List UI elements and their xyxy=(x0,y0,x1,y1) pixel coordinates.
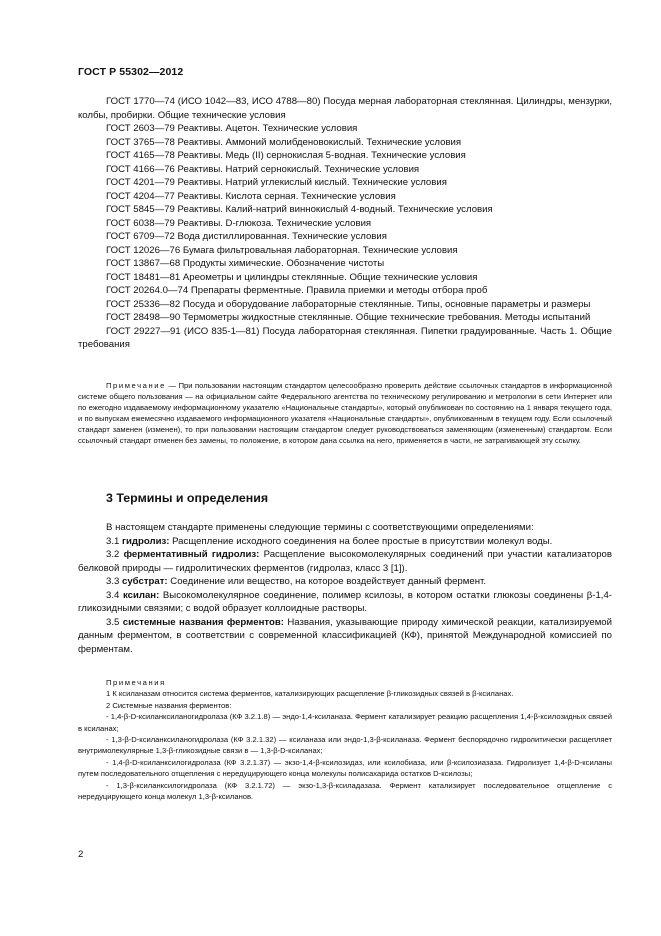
term-entry: 3.3 субстрат: Соединение или вещество, на которое воздействует данный фермент. xyxy=(106,576,486,587)
reference-item: ГОСТ 28498—90 Термометры жидкостные стеклянные. Общие технические требования. Методы испытаний xyxy=(106,312,591,323)
term-entry: 3.4 ксилан: Высокомолекулярное соединение, полимер ксилозы, в котором остатки глюкозы соединены β-1,4-гликозидными связями; с водой образует коллоидные растворы. xyxy=(78,589,612,614)
reference-item: ГОСТ 1770—74 (ИСО 1042—83, ИСО 4788—80) Посуда мерная лабораторная стеклянная. Цилиндры, мензурки, колбы, пробирки. Общие технические условия xyxy=(78,96,612,121)
term-definition: Высокомолекулярное соединение, полимер ксилозы, в котором остатки глюкозы соединены β-1,4-гликозидными связями; с водой образует коллоидные растворы. xyxy=(78,589,612,614)
reference-item: ГОСТ 4204—77 Реактивы. Кислота серная. Технические условия xyxy=(106,190,396,202)
notes-label: Примечания xyxy=(106,678,166,687)
term-entry: 3.1 гидролиз: Расщепление исходного соединения на более простые в присутствии молекул воды. xyxy=(106,535,553,547)
term-name: субстрат: xyxy=(122,576,168,587)
reference-item: ГОСТ 18481—81 Ареометры и цилиндры стеклянные. Общие технические условия xyxy=(106,271,478,283)
reference-item: ГОСТ 5845—79 Реактивы. Калий-натрий виннокислый 4-водный. Технические условия xyxy=(106,204,493,215)
reference-item: ГОСТ 20264.0—74 Препараты ферментные. Правила приемки и методы отбора проб xyxy=(106,285,488,296)
terms-notes xyxy=(78,677,612,802)
section-title: 3 Термины и определения xyxy=(106,491,269,505)
term-name: ксилан: xyxy=(122,589,160,601)
note-item: - 1,3-β-D-ксиланксиланогидролаза (КФ 3.2.1.32) — ксиланаза или эндо-1,3-β-ксиланаза. Фермент беспорядочно гидролитически расщепляет внутримолекулярные 1,3-β-гликозидные связи в — 1,3-β-D-ксиланах; xyxy=(78,735,612,756)
note-item: 2 Системные названия ферментов: xyxy=(106,700,232,710)
reference-item: ГОСТ 12026—76 Бумага фильтровальная лабораторная. Технические условия xyxy=(106,244,458,256)
reference-item: ГОСТ 6038—79 Реактивы. D-глюкоза. Технические условия xyxy=(106,217,372,229)
note-item: - 1,3-β-ксиланксилогидролаза (КФ 3.2.1.72) — экзо-1,3-β-ксиладазаза. Фермент катализирует последовательное отщепление с нередуцирующего конца молекул 1,3-β-ксиланов. xyxy=(78,780,612,802)
terms-list xyxy=(78,521,612,656)
reference-item: ГОСТ 13867—68 Продукты химические. Обозначение чистоты xyxy=(106,258,385,269)
reference-list xyxy=(78,95,612,352)
page-number: 2 xyxy=(78,849,84,860)
reference-item: ГОСТ 29227—91 (ИСО 835-1—81) Посуда лабораторная стеклянная. Пипетки градуированные. Часть 1. Общие требования xyxy=(78,325,612,350)
term-definition: Расщепление исходного соединения на более простые в присутствии молекул воды. xyxy=(169,535,553,547)
note-label: Примечание xyxy=(106,381,166,390)
note-item: - 1,4-β-D-ксиланксилогидролаза (КФ 3.2.1.37) — экзо-1,4-β-ксилозидаз, или ксилобиаза, или β-ксилозиазаза. Гидролизует 1,4-β-D-ксиланы путем последовательного отщепления с нередуцирующего конца молекулы полисахарида остатков D-ксилозы; xyxy=(78,757,612,779)
term-definition: Названия, указывающие природу химической реакции, катализируемой данным ферментом, в соответствии с современной классификацией (КФ), принятой Международной комиссией по ферментам. xyxy=(78,616,612,655)
terms-intro: В настоящем стандарте применены следующие термины с соответствующими определениями: xyxy=(106,522,534,533)
term-entry: 3.2 ферментативный гидролиз: Расщепление высокомолекулярных соединений при участии катализаторов белковой природы — гидролитических ферментов (гидролаз, класс 3 [1]). xyxy=(78,549,612,574)
term-name: ферментативный гидролиз: xyxy=(123,549,260,560)
term-name: гидролиз: xyxy=(122,535,170,547)
reference-item: ГОСТ 25336—82 Посуда и оборудование лабораторные стеклянные. Типы, основные параметры и размеры xyxy=(106,298,591,310)
reference-item: ГОСТ 6709—72 Вода дистиллированная. Технические условия xyxy=(106,231,387,242)
reference-item: ГОСТ 4165—78 Реактивы. Медь (II) сернокислая 5-водная. Технические условия xyxy=(106,150,466,161)
reference-item: ГОСТ 4201—79 Реактивы. Натрий углекислый кислый. Технические условия xyxy=(106,177,447,188)
term-name: системные названия ферментов: xyxy=(122,616,284,628)
reference-item: ГОСТ 4166—76 Реактивы. Натрий сернокислый. Технические условия xyxy=(106,163,420,175)
reference-item: ГОСТ 2603—79 Реактивы. Ацетон. Технические условия xyxy=(106,123,358,134)
note-item: 1 К ксиланазам относится система ферментов, катализирующих расщепление β-гликозидных связей в β-ксиланах. xyxy=(106,689,514,699)
reference-note xyxy=(78,381,612,446)
document-header: ГОСТ Р 55302—2012 xyxy=(78,66,184,78)
note-text: — При пользовании настоящим стандартом целесообразно проверить действие ссылочных стандартов в информационной системе общего пользования — на официальном сайте Федерального агентства по техническому регулированию и метрологии в сети Интернет или по ежегодно издаваемому информационному указателю «Национальные стандарты», который опубликован по состоянию на 1 января текущего года, и по выпускам ежемесячно издаваемого информационного указателя «Национальные стандарты», опубликованным в текущем году. Если ссылочный стандарт заменен (изменен), то при пользовании настоящим стандартом следует руководствоваться заменяющим (измененным) стандартом. Если ссылочный стандарт отменен без замены, то положение, в котором дана ссылка на него, применяется в части, не затрагивающей эту ссылку. xyxy=(78,381,612,445)
term-definition: Соединение или вещество, на которое воздействует данный фермент. xyxy=(167,576,486,587)
reference-item: ГОСТ 3765—78 Реактивы. Аммоний молибденовокислый. Технические условия xyxy=(106,136,462,148)
note-item: - 1,4-β-D-ксиланксиланогидролаза (КФ 3.2.1.8) — эндо-1,4-ксиланаза. Фермент катализирует реакцию расщепления 1,4-β-ксилозидных связей в ксиланах; xyxy=(78,712,612,733)
term-definition: Расщепление высокомолекулярных соединений при участии катализаторов белковой природы — гидролитических ферментов (гидролаз, класс 3 [1]). xyxy=(78,549,612,574)
term-entry: 3.5 системные названия ферментов: Названия, указывающие природу химической реакции, катализируемой данным ферментом, в соответствии с современной классификацией (КФ), принятой Международной комиссией по ферментам. xyxy=(78,616,612,655)
